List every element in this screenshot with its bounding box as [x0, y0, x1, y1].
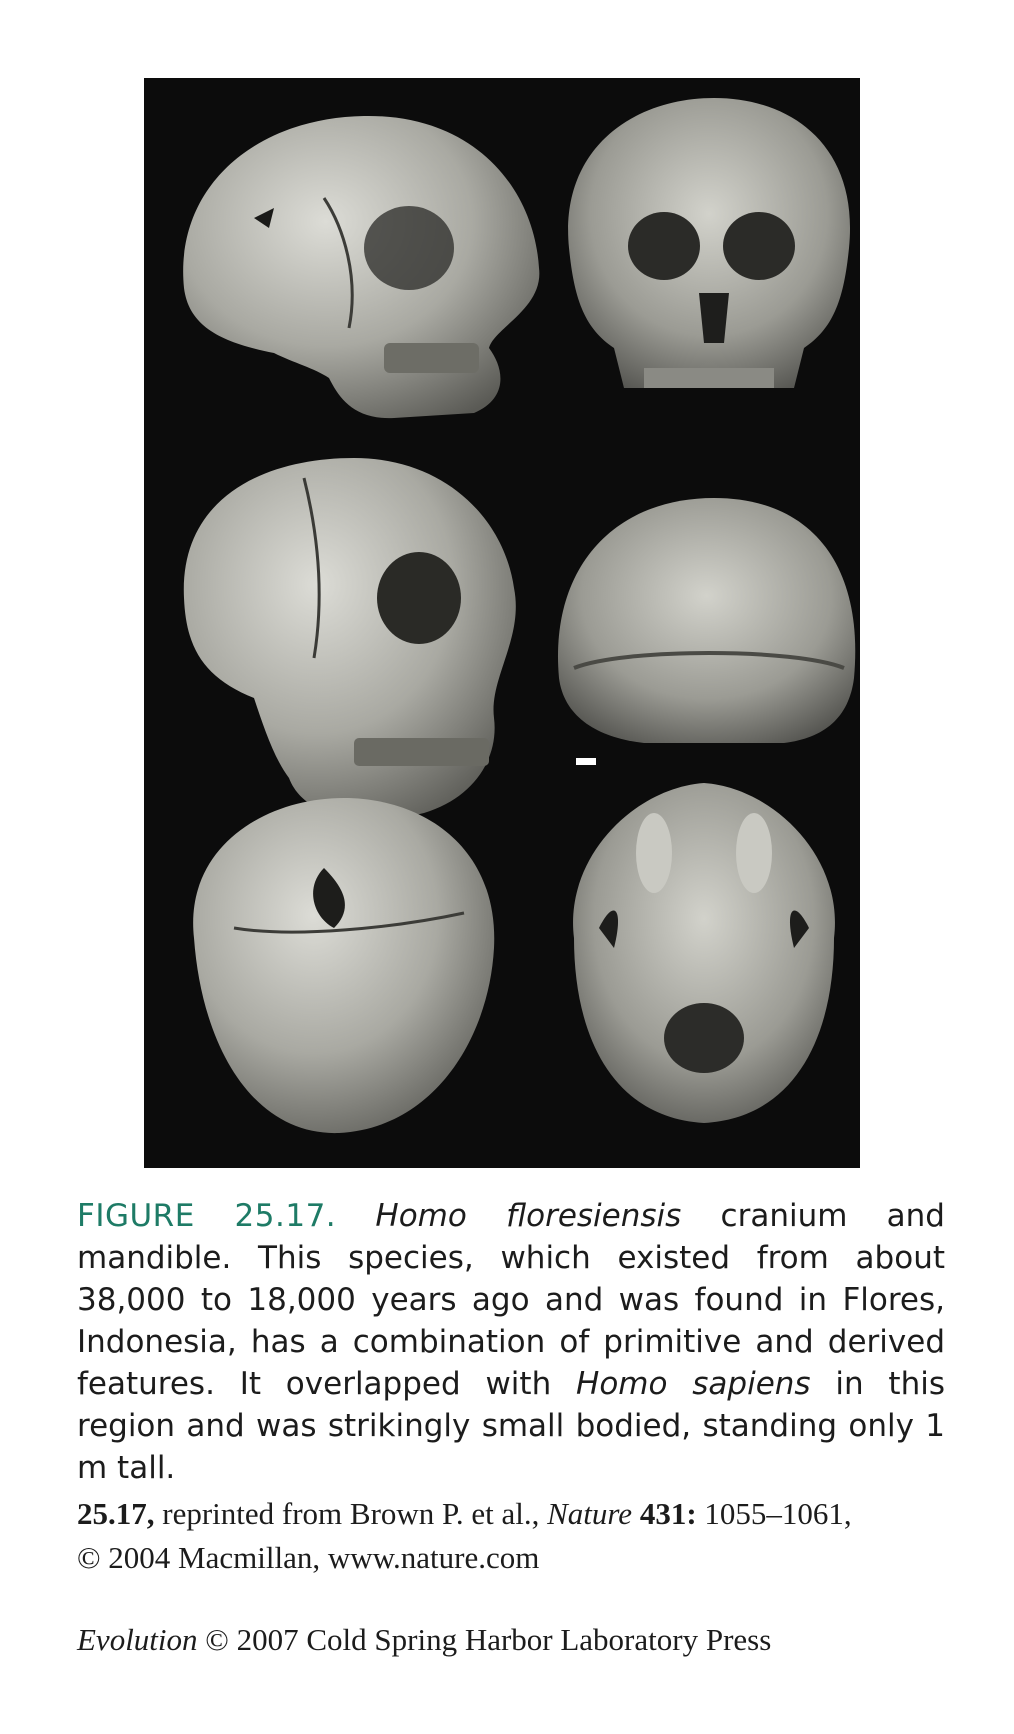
figure-caption: [77, 1195, 945, 1489]
skull-frontal-view: [568, 98, 850, 388]
skull-oblique-view: [184, 458, 516, 820]
figure-label: FIGURE 25.17.: [77, 1198, 337, 1234]
book-title: Evolution: [77, 1622, 198, 1657]
book-footer: [77, 1618, 957, 1662]
credit-ref: 25.17,: [77, 1496, 155, 1531]
credit-volume: 431:: [632, 1496, 697, 1531]
skull-lateral-view: [183, 116, 539, 418]
skull-superior-view: [193, 798, 494, 1133]
species-name: Homo floresiensis: [375, 1198, 682, 1234]
caption-tail: in this region and was strikingly small bodied, standing only 1 m tall.: [77, 1366, 945, 1486]
caption-text: cranium and mandible. This species, which existed from about 38,000 to 18,000 years ago and was found in Flores, Indonesia, has a combination of primitive and derived features. It overlapped with: [77, 1198, 945, 1402]
skull-inferior-view: [573, 783, 835, 1123]
species-name-sapiens: Homo sapiens: [576, 1366, 811, 1402]
credit-journal: Nature: [547, 1496, 633, 1531]
credit-text: reprinted from Brown P. et al.,: [154, 1496, 548, 1531]
credit-pages: 1055–1061,: [696, 1496, 852, 1531]
skull-photograph: [144, 78, 860, 1168]
credit-copyright: © 2004 Macmillan, www.nature.com: [77, 1540, 540, 1575]
image-credit: [77, 1492, 957, 1580]
publisher-text: © 2007 Cold Spring Harbor Laboratory Press: [197, 1622, 772, 1657]
skull-posterior-view: [558, 498, 855, 743]
scale-bar: [576, 758, 596, 765]
